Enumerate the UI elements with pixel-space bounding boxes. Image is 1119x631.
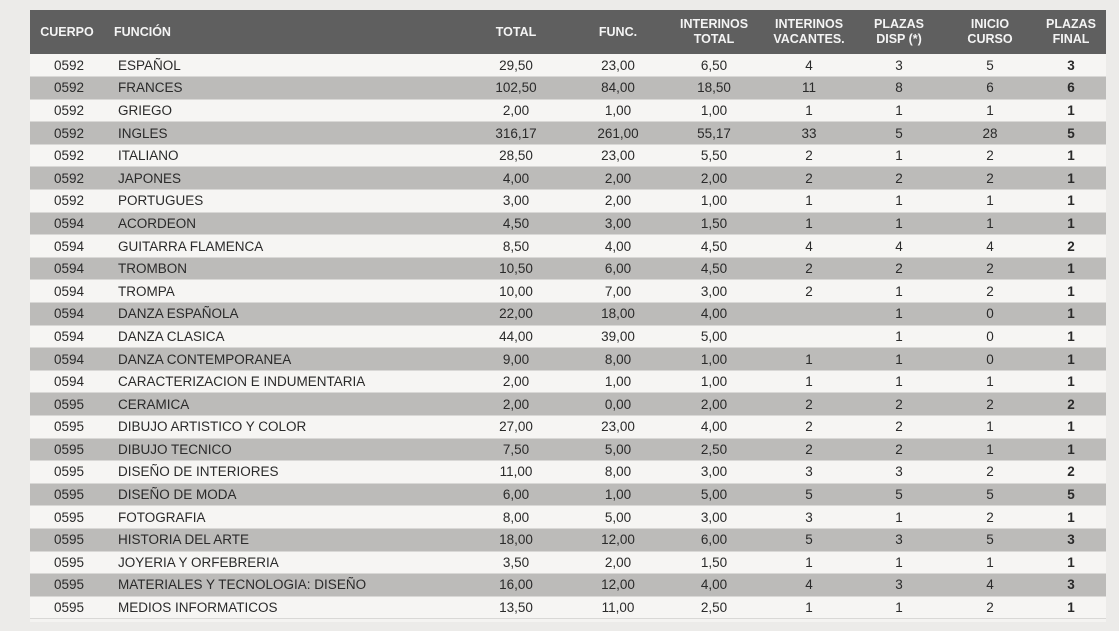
cell-plazas-final: 1 xyxy=(1036,348,1106,371)
table-row xyxy=(30,235,1106,258)
cell-total: 28,50 xyxy=(460,144,572,167)
cell-total: 102,50 xyxy=(460,77,572,100)
table-row xyxy=(30,303,1106,326)
table-row xyxy=(30,438,1106,461)
cell-interinos-total: 55,17 xyxy=(664,122,764,145)
cell-interinos-vacantes: 33 xyxy=(764,122,854,145)
cell-cuerpo: 0595 xyxy=(30,574,104,597)
cell-interinos-total: 2,50 xyxy=(664,596,764,619)
cell-inicio-curso: 4 xyxy=(944,574,1036,597)
cell-interinos-total: 2,00 xyxy=(664,167,764,190)
cell-interinos-total: 4,00 xyxy=(664,303,764,326)
cell-inicio-curso: 1 xyxy=(944,438,1036,461)
header-interinos-total-line1: INTERINOS xyxy=(679,17,749,31)
header-plazas-disp-line1: PLAZAS xyxy=(874,17,924,31)
cell-cuerpo: 0594 xyxy=(30,303,104,326)
table-row xyxy=(30,325,1106,348)
cell-funcion: DANZA CONTEMPORANEA xyxy=(104,348,460,371)
cell-inicio-curso: 0 xyxy=(944,325,1036,348)
cell-interinos-total: 3,00 xyxy=(664,461,764,484)
cell-plazas-disp: 5 xyxy=(854,122,944,145)
cell-plazas-disp: 3 xyxy=(854,574,944,597)
cell-plazas-disp: 8 xyxy=(854,77,944,100)
cell-interinos-total: 18,50 xyxy=(664,77,764,100)
cell-inicio-curso: 2 xyxy=(944,257,1036,280)
cell-plazas-disp: 2 xyxy=(854,257,944,280)
cell-interinos-vacantes: 4 xyxy=(764,235,854,258)
table-row xyxy=(30,596,1106,619)
cell-plazas-disp: 1 xyxy=(854,348,944,371)
cell-interinos-total: 5,00 xyxy=(664,325,764,348)
table-row xyxy=(30,528,1106,551)
cell-total: 11,00 xyxy=(460,461,572,484)
cell-interinos-vacantes: 4 xyxy=(764,574,854,597)
cell-plazas-disp: 3 xyxy=(854,54,944,77)
cell-func: 7,00 xyxy=(572,280,664,303)
cell-funcion: JAPONES xyxy=(104,167,460,190)
cell-funcion: ESPAÑOL xyxy=(104,54,460,77)
cell-plazas-final: 5 xyxy=(1036,122,1106,145)
cell-inicio-curso: 2 xyxy=(944,461,1036,484)
cell-plazas-final: 1 xyxy=(1036,303,1106,326)
cell-funcion: GUITARRA FLAMENCA xyxy=(104,235,460,258)
cell-funcion: PORTUGUES xyxy=(104,190,460,213)
cell-cuerpo: 0595 xyxy=(30,483,104,506)
header-interinos-vacantes-line2: VACANTES. xyxy=(773,32,845,46)
cell-interinos-vacantes: 2 xyxy=(764,393,854,416)
cell-plazas-final: 1 xyxy=(1036,144,1106,167)
cell-plazas-disp: 1 xyxy=(854,303,944,326)
cell-plazas-final: 1 xyxy=(1036,257,1106,280)
cell-plazas-disp: 1 xyxy=(854,190,944,213)
cell-inicio-curso: 1 xyxy=(944,99,1036,122)
cell-interinos-vacantes xyxy=(764,303,854,326)
cell-plazas-disp: 1 xyxy=(854,370,944,393)
cell-interinos-vacantes: 1 xyxy=(764,551,854,574)
cell-inicio-curso: 0 xyxy=(944,303,1036,326)
cell-interinos-total: 1,00 xyxy=(664,190,764,213)
table-row xyxy=(30,190,1106,213)
cell-inicio-curso: 2 xyxy=(944,280,1036,303)
cell-interinos-total: 4,00 xyxy=(664,574,764,597)
cell-interinos-total: 6,50 xyxy=(664,54,764,77)
cell-plazas-disp: 3 xyxy=(854,528,944,551)
cell-cuerpo: 0592 xyxy=(30,54,104,77)
cell-plazas-disp: 1 xyxy=(854,596,944,619)
cell-cuerpo: 0595 xyxy=(30,551,104,574)
cell-interinos-vacantes: 2 xyxy=(764,167,854,190)
cell-funcion: FRANCES xyxy=(104,77,460,100)
cell-funcion: DISEÑO DE INTERIORES xyxy=(104,461,460,484)
cell-func: 39,00 xyxy=(572,325,664,348)
cell-funcion: TROMPA xyxy=(104,280,460,303)
cell-interinos-vacantes: 1 xyxy=(764,596,854,619)
cell-interinos-total: 3,00 xyxy=(664,280,764,303)
cell-interinos-vacantes: 2 xyxy=(764,257,854,280)
cell-inicio-curso: 5 xyxy=(944,483,1036,506)
header-interinos-total-line2: TOTAL xyxy=(693,32,735,46)
cell-inicio-curso: 28 xyxy=(944,122,1036,145)
cell-cuerpo: 0595 xyxy=(30,393,104,416)
cell-plazas-disp: 1 xyxy=(854,325,944,348)
cell-cuerpo: 0595 xyxy=(30,528,104,551)
cell-plazas-disp: 5 xyxy=(854,483,944,506)
cell-total: 10,00 xyxy=(460,280,572,303)
cell-interinos-total: 5,00 xyxy=(664,483,764,506)
header-funcion: FUNCIÓN xyxy=(114,24,171,39)
table-row xyxy=(30,574,1106,597)
table-row xyxy=(30,416,1106,439)
cell-inicio-curso: 2 xyxy=(944,144,1036,167)
cell-interinos-vacantes: 5 xyxy=(764,528,854,551)
cell-func: 1,00 xyxy=(572,370,664,393)
cell-total: 29,50 xyxy=(460,54,572,77)
cell-funcion: DIBUJO TECNICO xyxy=(104,438,460,461)
table-row xyxy=(30,144,1106,167)
cell-plazas-final: 1 xyxy=(1036,370,1106,393)
cell-total: 2,00 xyxy=(460,99,572,122)
cell-plazas-final: 2 xyxy=(1036,393,1106,416)
cell-cuerpo: 0594 xyxy=(30,257,104,280)
cell-plazas-final: 1 xyxy=(1036,596,1106,619)
table-row xyxy=(30,483,1106,506)
cell-plazas-final: 1 xyxy=(1036,325,1106,348)
cell-total: 7,50 xyxy=(460,438,572,461)
cell-interinos-total: 1,50 xyxy=(664,212,764,235)
cell-total: 27,00 xyxy=(460,416,572,439)
cell-funcion: FOTOGRAFIA xyxy=(104,506,460,529)
table-row xyxy=(30,54,1106,77)
cell-cuerpo: 0594 xyxy=(30,370,104,393)
cell-total: 22,00 xyxy=(460,303,572,326)
cell-func: 2,00 xyxy=(572,551,664,574)
cell-interinos-total: 1,00 xyxy=(664,99,764,122)
cell-cuerpo: 0594 xyxy=(30,325,104,348)
cell-interinos-total: 5,50 xyxy=(664,144,764,167)
cell-cuerpo: 0592 xyxy=(30,122,104,145)
cell-func: 4,00 xyxy=(572,235,664,258)
cell-plazas-disp: 1 xyxy=(854,99,944,122)
table-row xyxy=(30,122,1106,145)
cell-interinos-total: 1,50 xyxy=(664,551,764,574)
header-interinos-total xyxy=(664,10,764,54)
cell-interinos-vacantes: 1 xyxy=(764,212,854,235)
cell-total: 18,00 xyxy=(460,528,572,551)
cell-plazas-disp: 2 xyxy=(854,416,944,439)
cell-interinos-total: 4,50 xyxy=(664,257,764,280)
cell-func: 5,00 xyxy=(572,438,664,461)
cell-total: 13,50 xyxy=(460,596,572,619)
cell-interinos-vacantes: 3 xyxy=(764,506,854,529)
header-interinos-vacantes-line1: INTERINOS xyxy=(774,17,844,31)
table-row xyxy=(30,257,1106,280)
cell-interinos-vacantes: 1 xyxy=(764,370,854,393)
cell-plazas-disp: 1 xyxy=(854,506,944,529)
cell-interinos-vacantes: 2 xyxy=(764,416,854,439)
cell-inicio-curso: 1 xyxy=(944,190,1036,213)
header-plazas-final-line1: PLAZAS xyxy=(1046,17,1096,31)
table-row xyxy=(30,99,1106,122)
cell-funcion: MATERIALES Y TECNOLOGIA: DISEÑO xyxy=(104,574,460,597)
cell-interinos-total: 4,00 xyxy=(664,416,764,439)
cell-plazas-final: 6 xyxy=(1036,77,1106,100)
cell-funcion: DISEÑO DE MODA xyxy=(104,483,460,506)
cell-funcion: CARACTERIZACION E INDUMENTARIA xyxy=(104,370,460,393)
cell-interinos-total: 6,00 xyxy=(664,528,764,551)
cell-func: 3,00 xyxy=(572,212,664,235)
cell-inicio-curso: 1 xyxy=(944,212,1036,235)
cell-total: 3,50 xyxy=(460,551,572,574)
cell-funcion: INGLES xyxy=(104,122,460,145)
cell-cuerpo: 0592 xyxy=(30,77,104,100)
cell-interinos-total: 1,00 xyxy=(664,370,764,393)
cell-func: 0,00 xyxy=(572,393,664,416)
cell-func: 1,00 xyxy=(572,483,664,506)
cell-interinos-total: 4,50 xyxy=(664,235,764,258)
cell-plazas-final: 3 xyxy=(1036,54,1106,77)
cell-total: 3,00 xyxy=(460,190,572,213)
cell-cuerpo: 0592 xyxy=(30,190,104,213)
cell-func: 12,00 xyxy=(572,574,664,597)
cell-plazas-disp: 2 xyxy=(854,393,944,416)
cell-inicio-curso: 2 xyxy=(944,393,1036,416)
cell-cuerpo: 0592 xyxy=(30,167,104,190)
cell-total: 316,17 xyxy=(460,122,572,145)
header-inicio-curso-line1: INICIO xyxy=(970,17,1010,31)
cell-plazas-final: 1 xyxy=(1036,280,1106,303)
cell-plazas-disp: 2 xyxy=(854,438,944,461)
table-row xyxy=(30,212,1106,235)
cell-cuerpo: 0594 xyxy=(30,348,104,371)
cell-total: 6,00 xyxy=(460,483,572,506)
cell-cuerpo: 0592 xyxy=(30,144,104,167)
cell-interinos-vacantes: 1 xyxy=(764,190,854,213)
header-row xyxy=(30,10,1106,54)
cell-funcion: GRIEGO xyxy=(104,99,460,122)
cell-plazas-disp: 1 xyxy=(854,280,944,303)
cell-func: 5,00 xyxy=(572,506,664,529)
cell-funcion: DANZA ESPAÑOLA xyxy=(104,303,460,326)
cell-inicio-curso: 1 xyxy=(944,551,1036,574)
cell-plazas-final: 1 xyxy=(1036,416,1106,439)
cell-inicio-curso: 2 xyxy=(944,506,1036,529)
cell-interinos-vacantes: 4 xyxy=(764,54,854,77)
cell-inicio-curso: 5 xyxy=(944,54,1036,77)
cell-interinos-total: 2,50 xyxy=(664,438,764,461)
cell-cuerpo: 0594 xyxy=(30,212,104,235)
table-header xyxy=(30,10,1106,54)
cell-interinos-vacantes: 2 xyxy=(764,144,854,167)
cell-interinos-vacantes: 1 xyxy=(764,348,854,371)
cell-cuerpo: 0594 xyxy=(30,280,104,303)
cell-funcion: CERAMICA xyxy=(104,393,460,416)
cell-total: 16,00 xyxy=(460,574,572,597)
cell-plazas-final: 5 xyxy=(1036,483,1106,506)
table-row xyxy=(30,393,1106,416)
header-func: FUNC. xyxy=(598,24,638,39)
cell-funcion: DIBUJO ARTISTICO Y COLOR xyxy=(104,416,460,439)
cell-func: 23,00 xyxy=(572,144,664,167)
cell-total: 8,00 xyxy=(460,506,572,529)
header-inicio-curso-line2: CURSO xyxy=(967,32,1013,46)
header-interinos-vacantes xyxy=(764,10,854,54)
cell-plazas-final: 3 xyxy=(1036,574,1106,597)
cell-plazas-final: 1 xyxy=(1036,167,1106,190)
cell-cuerpo: 0595 xyxy=(30,461,104,484)
cell-funcion: DANZA CLASICA xyxy=(104,325,460,348)
header-inicio-curso xyxy=(944,10,1036,54)
cell-plazas-final: 1 xyxy=(1036,190,1106,213)
cell-func: 8,00 xyxy=(572,348,664,371)
cell-func: 23,00 xyxy=(572,54,664,77)
cell-inicio-curso: 5 xyxy=(944,528,1036,551)
cell-interinos-vacantes: 1 xyxy=(764,99,854,122)
cell-funcion: HISTORIA DEL ARTE xyxy=(104,528,460,551)
cell-func: 84,00 xyxy=(572,77,664,100)
table-row xyxy=(30,370,1106,393)
cell-interinos-vacantes: 11 xyxy=(764,77,854,100)
cell-func: 12,00 xyxy=(572,528,664,551)
header-cuerpo: CUERPO xyxy=(40,24,94,39)
cell-interinos-vacantes: 3 xyxy=(764,461,854,484)
cell-interinos-total: 3,00 xyxy=(664,506,764,529)
cell-funcion: ACORDEON xyxy=(104,212,460,235)
cell-func: 6,00 xyxy=(572,257,664,280)
cell-inicio-curso: 4 xyxy=(944,235,1036,258)
table-row xyxy=(30,506,1106,529)
header-plazas-final-line2: FINAL xyxy=(1052,32,1090,46)
cell-total: 4,00 xyxy=(460,167,572,190)
table-body xyxy=(30,54,1106,619)
cell-func: 2,00 xyxy=(572,190,664,213)
cell-func: 18,00 xyxy=(572,303,664,326)
table-row xyxy=(30,167,1106,190)
cell-interinos-vacantes xyxy=(764,325,854,348)
cell-inicio-curso: 2 xyxy=(944,596,1036,619)
cell-total: 44,00 xyxy=(460,325,572,348)
cell-cuerpo: 0595 xyxy=(30,438,104,461)
cell-inicio-curso: 1 xyxy=(944,416,1036,439)
cell-plazas-disp: 1 xyxy=(854,212,944,235)
cell-total: 2,00 xyxy=(460,370,572,393)
cell-cuerpo: 0594 xyxy=(30,235,104,258)
table-row xyxy=(30,280,1106,303)
cell-plazas-disp: 4 xyxy=(854,235,944,258)
cell-total: 4,50 xyxy=(460,212,572,235)
cell-func: 261,00 xyxy=(572,122,664,145)
cell-func: 11,00 xyxy=(572,596,664,619)
cell-interinos-vacantes: 2 xyxy=(764,438,854,461)
cell-plazas-final: 1 xyxy=(1036,551,1106,574)
cell-inicio-curso: 2 xyxy=(944,167,1036,190)
cell-total: 9,00 xyxy=(460,348,572,371)
table-row xyxy=(30,461,1106,484)
cell-plazas-final: 2 xyxy=(1036,461,1106,484)
plazas-table xyxy=(30,10,1106,619)
cell-plazas-disp: 3 xyxy=(854,461,944,484)
document-sheet xyxy=(30,10,1106,622)
table-row xyxy=(30,348,1106,371)
cell-funcion: JOYERIA Y ORFEBRERIA xyxy=(104,551,460,574)
cell-inicio-curso: 1 xyxy=(944,370,1036,393)
cell-plazas-disp: 1 xyxy=(854,144,944,167)
cell-funcion: TROMBON xyxy=(104,257,460,280)
cell-plazas-final: 3 xyxy=(1036,528,1106,551)
header-plazas-final xyxy=(1036,10,1106,54)
cell-func: 23,00 xyxy=(572,416,664,439)
table-row xyxy=(30,551,1106,574)
cell-funcion: MEDIOS INFORMATICOS xyxy=(104,596,460,619)
table-row xyxy=(30,77,1106,100)
cell-plazas-disp: 2 xyxy=(854,167,944,190)
header-plazas-disp xyxy=(854,10,944,54)
cell-plazas-final: 1 xyxy=(1036,506,1106,529)
cell-interinos-total: 2,00 xyxy=(664,393,764,416)
cell-func: 1,00 xyxy=(572,99,664,122)
cell-func: 8,00 xyxy=(572,461,664,484)
cell-total: 8,50 xyxy=(460,235,572,258)
cell-plazas-disp: 1 xyxy=(854,551,944,574)
cell-plazas-final: 2 xyxy=(1036,235,1106,258)
cell-plazas-final: 1 xyxy=(1036,99,1106,122)
cell-inicio-curso: 0 xyxy=(944,348,1036,371)
header-plazas-disp-line2: DISP (*) xyxy=(876,32,922,46)
cell-total: 10,50 xyxy=(460,257,572,280)
cell-func: 2,00 xyxy=(572,167,664,190)
header-total: TOTAL xyxy=(495,24,537,39)
cell-plazas-final: 1 xyxy=(1036,212,1106,235)
cell-funcion: ITALIANO xyxy=(104,144,460,167)
cell-cuerpo: 0595 xyxy=(30,506,104,529)
cell-cuerpo: 0592 xyxy=(30,99,104,122)
cell-total: 2,00 xyxy=(460,393,572,416)
cell-cuerpo: 0595 xyxy=(30,596,104,619)
cell-interinos-vacantes: 2 xyxy=(764,280,854,303)
cell-inicio-curso: 6 xyxy=(944,77,1036,100)
cell-interinos-total: 1,00 xyxy=(664,348,764,371)
cell-plazas-final: 1 xyxy=(1036,438,1106,461)
cell-interinos-vacantes: 5 xyxy=(764,483,854,506)
cell-cuerpo: 0595 xyxy=(30,416,104,439)
